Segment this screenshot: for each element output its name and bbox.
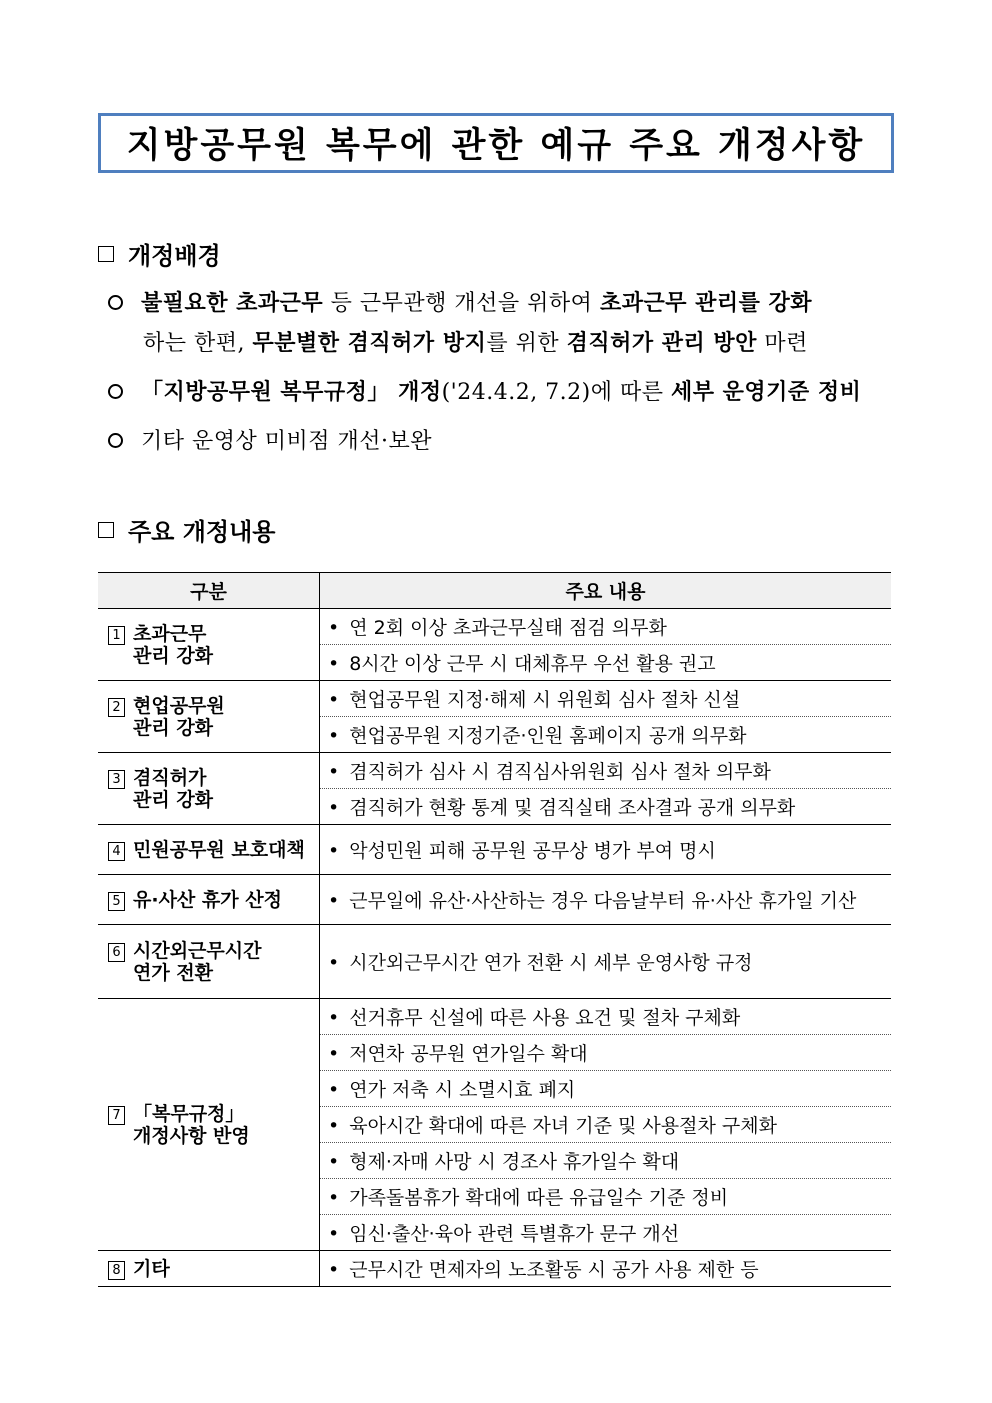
row-category (98, 825, 320, 875)
category-label: 연가 전환 (133, 961, 214, 984)
bullet-text: 하는 한편, (143, 331, 253, 356)
content-item (320, 789, 892, 825)
content-text: 가족돌봄휴가 확대에 따른 유급일수 기준 정비 (349, 1187, 729, 1209)
bullet-dot-icon: • (328, 689, 340, 711)
content-item (320, 875, 892, 925)
changes-table (98, 572, 891, 1287)
bullet-dot-icon: • (328, 797, 340, 819)
content-item (320, 825, 892, 875)
content-text: 근무시간 면제자의 노조활동 시 공가 사용 제한 등 (349, 1259, 759, 1281)
content-text: 시간외근무시간 연가 전환 시 세부 운영사항 규정 (349, 952, 753, 974)
content-item (320, 1035, 892, 1071)
row-number-badge: 7 (108, 1106, 125, 1125)
category-label: 기타 (133, 1257, 170, 1280)
bullet-text: 무분별한 겸직허가 방지 (252, 330, 487, 356)
table-row (98, 681, 891, 717)
content-item (320, 999, 892, 1035)
circle-bullet-icon (108, 295, 123, 310)
content-text: 저연차 공무원 연가일수 확대 (349, 1043, 588, 1065)
content-item (320, 1071, 892, 1107)
bullet-item (108, 375, 861, 406)
content-item (320, 645, 892, 681)
content-text: 연 2회 이상 초과근무실태 점검 의무화 (349, 617, 667, 639)
content-item (320, 1215, 892, 1251)
bullet-text: ('24.4.2, 7.2) (441, 380, 591, 405)
section-background-heading: 개정배경 (98, 236, 221, 271)
row-number-badge: 8 (108, 1261, 125, 1280)
bullet-dot-icon: • (328, 952, 340, 974)
row-category (98, 999, 320, 1251)
bullet-dot-icon: • (328, 1079, 340, 1101)
circle-bullet-icon (108, 384, 123, 399)
square-bullet-icon (98, 246, 114, 262)
table-row (98, 875, 891, 925)
row-number-badge: 5 (108, 892, 125, 911)
category-label: 「복무규정」 (133, 1102, 245, 1125)
circle-bullet-icon (108, 433, 123, 448)
bullet-dot-icon: • (328, 890, 340, 912)
bullet-text: 겸직허가 관리 방안 (566, 330, 757, 356)
category-label: 민원공무원 보호대책 (133, 838, 305, 861)
content-text: 악성민원 피해 공무원 공무상 병가 부여 명시 (349, 840, 716, 862)
content-text: 겸직허가 현황 통계 및 겸직실태 조사결과 공개 의무화 (349, 797, 796, 819)
bullet-dot-icon: • (328, 1151, 340, 1173)
bullet-text: 등 근무관행 개선을 위하여 (323, 291, 600, 316)
content-item (320, 1251, 892, 1287)
bullet-dot-icon: • (328, 617, 340, 639)
table-row (98, 1251, 891, 1287)
content-text: 선거휴무 신설에 따른 사용 요건 및 절차 구체화 (349, 1007, 741, 1029)
content-text: 8시간 이상 근무 시 대체휴무 우선 활용 권고 (349, 653, 716, 675)
table-row (98, 753, 891, 789)
table-header-row (98, 573, 891, 609)
bullet-dot-icon: • (328, 1043, 340, 1065)
content-text: 현업공무원 지정기준·인원 홈페이지 공개 의무화 (349, 725, 747, 747)
content-item (320, 1143, 892, 1179)
content-text: 근무일에 유산·사산하는 경우 다음날부터 유·사산 휴가일 기산 (349, 890, 857, 912)
document-title: 지방공무원 복무에 관한 예규 주요 개정사항 (126, 126, 866, 166)
bullet-text: 초과근무 관리를 강화 (599, 290, 813, 316)
row-number-badge: 1 (108, 626, 125, 645)
content-text: 겸직허가 심사 시 겸직심사위원회 심사 절차 의무화 (349, 761, 771, 783)
category-label: 관리 강화 (133, 644, 214, 667)
row-number-badge: 4 (108, 842, 125, 861)
bullet-text: 「지방공무원 복무규정」 개정 (141, 379, 442, 405)
content-item (320, 717, 892, 753)
bullet-item (108, 424, 432, 455)
bullet-dot-icon: • (328, 761, 340, 783)
bullet-dot-icon: • (328, 1115, 340, 1137)
row-category (98, 681, 320, 753)
row-number-badge: 6 (108, 943, 125, 962)
bullet-dot-icon: • (328, 1187, 340, 1209)
category-label: 유·사산 휴가 산정 (133, 888, 282, 911)
content-text: 현업공무원 지정·해제 시 위원회 심사 절차 신설 (349, 689, 741, 711)
square-bullet-icon (98, 522, 114, 538)
content-item (320, 925, 892, 999)
row-category (98, 1251, 320, 1287)
content-item (320, 753, 892, 789)
category-label: 초과근무 (133, 622, 207, 645)
content-text: 육아시간 확대에 따른 자녀 기준 및 사용절차 구체화 (349, 1115, 777, 1137)
bullet-dot-icon: • (328, 1223, 340, 1245)
category-label: 시간외근무시간 (133, 939, 262, 962)
bullet-text: 세부 운영기준 정비 (671, 379, 862, 405)
category-label: 관리 강화 (133, 716, 214, 739)
header-content: 주요 내용 (320, 573, 892, 609)
bullet-text: 에 따른 (590, 380, 672, 405)
bullet-item (108, 286, 812, 317)
header-category: 구분 (98, 573, 320, 609)
content-item (320, 681, 892, 717)
bullet-text: 를 위한 (486, 331, 567, 356)
content-text: 연가 저축 시 소멸시효 폐지 (349, 1079, 576, 1101)
row-number-badge: 3 (108, 770, 125, 789)
bullet-dot-icon: • (328, 725, 340, 747)
category-label: 관리 강화 (133, 788, 214, 811)
table-row (98, 609, 891, 645)
bullet-text: 불필요한 초과근무 (141, 290, 324, 316)
table-row (98, 925, 891, 999)
content-text: 형제·자매 사망 시 경조사 휴가일수 확대 (349, 1151, 680, 1173)
row-category (98, 925, 320, 999)
category-label: 겸직허가 (133, 766, 207, 789)
bullet-dot-icon: • (328, 1007, 340, 1029)
bullet-dot-icon: • (328, 840, 340, 862)
row-category (98, 753, 320, 825)
section-changes-heading: 주요 개정내용 (98, 512, 275, 547)
content-item (320, 609, 892, 645)
bullet-continuation (143, 326, 808, 357)
bullet-dot-icon: • (328, 1259, 340, 1281)
document-title-box (98, 113, 894, 173)
row-category (98, 875, 320, 925)
table-row (98, 999, 891, 1035)
bullet-dot-icon: • (328, 653, 340, 675)
content-item (320, 1107, 892, 1143)
table-row (98, 825, 891, 875)
row-number-badge: 2 (108, 698, 125, 717)
row-category (98, 609, 320, 681)
bullet-text: 마련 (756, 331, 808, 356)
content-item (320, 1179, 892, 1215)
category-label: 개정사항 반영 (133, 1124, 250, 1147)
category-label: 현업공무원 (133, 694, 225, 717)
content-text: 임신·출산·육아 관련 특별휴가 문구 개선 (349, 1223, 680, 1245)
bullet-text: 기타 운영상 미비점 개선·보완 (141, 429, 432, 454)
